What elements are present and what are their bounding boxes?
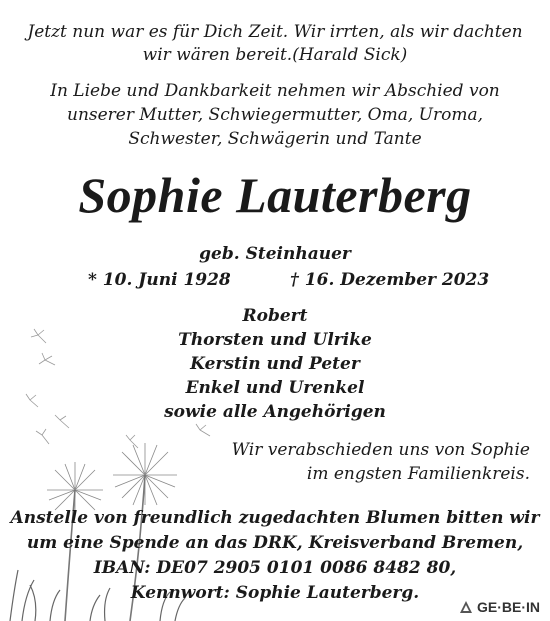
mourner-line: Enkel und Urenkel bbox=[185, 378, 365, 398]
mourner-line: Thorsten und Ulrike bbox=[178, 330, 372, 350]
donation-line-1: Anstelle von freundlich zugedachten Blumen bitten wir bbox=[10, 508, 540, 528]
quote-line-1: Jetzt nun war es für Dich Zeit. Wir irrten, als wir dachten bbox=[27, 22, 523, 42]
farewell-line-1: Wir verabschieden uns von Sophie bbox=[231, 440, 530, 460]
intro-line-1: In Liebe und Dankbarkeit nehmen wir Abschied von bbox=[50, 81, 500, 101]
quote-line-2: wir wären bereit.(Harald Sick) bbox=[142, 45, 408, 65]
publisher-logo bbox=[459, 599, 540, 615]
intro-line-2: unserer Mutter, Schwiegermutter, Oma, Uroma, bbox=[67, 105, 483, 125]
donation-line-4: Kennwort: Sophie Lauterberg. bbox=[130, 583, 420, 603]
publisher-logo-text: GE·BE·IN bbox=[477, 599, 540, 615]
donation-line-3: IBAN: DE07 2905 0101 0086 8482 80, bbox=[93, 558, 457, 578]
mourner-line: sowie alle Angehörigen bbox=[164, 402, 386, 422]
mourner-line: Robert bbox=[242, 306, 308, 326]
deceased-name: Sophie Lauterberg bbox=[78, 167, 472, 223]
farewell-line-2: im engsten Familienkreis. bbox=[306, 464, 530, 484]
gebein-logo-icon bbox=[459, 600, 473, 614]
intro-line-3: Schwester, Schwägerin und Tante bbox=[128, 129, 422, 149]
death-date: † 16. Dezember 2023 bbox=[290, 270, 490, 290]
birth-date: * 10. Juni 1928 bbox=[88, 270, 231, 290]
birth-name: geb. Steinhauer bbox=[199, 244, 351, 264]
donation-line-2: um eine Spende an das DRK, Kreisverband Bremen, bbox=[26, 533, 524, 553]
mourner-line: Kerstin und Peter bbox=[190, 354, 360, 374]
